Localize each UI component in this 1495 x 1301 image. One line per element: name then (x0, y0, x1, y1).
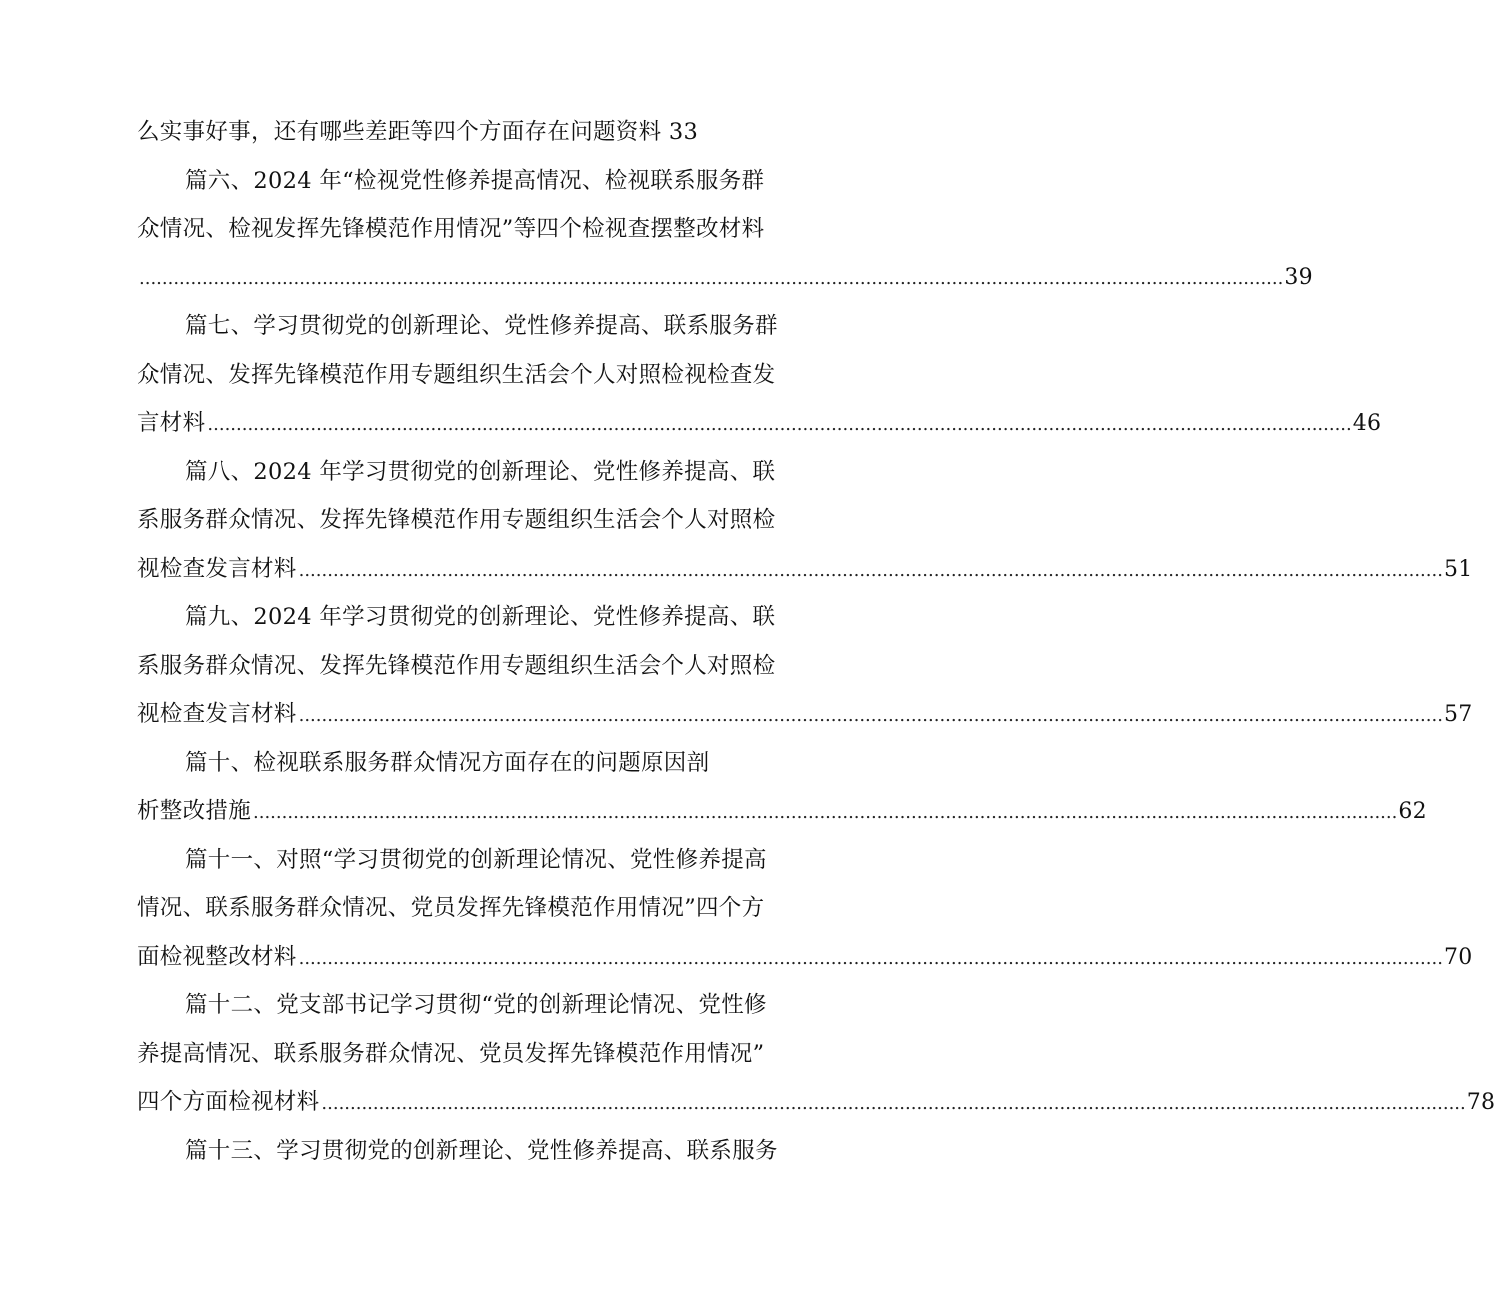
dot-leader: ........................................................................................................................................................................................................ (298, 947, 1443, 969)
toc-entry-10-line-1: 篇十、检视联系服务群众情况方面存在的问题原因剖 (185, 749, 710, 776)
toc-entry-10-tail: 析整改措施 (137, 798, 252, 824)
toc-continuation-line: 么实事好事，还有哪些差距等四个方面存在问题资料 33 (137, 119, 699, 145)
toc-entry-7-line-1: 篇七、学习贯彻党的创新理论、党性修养提高、联系服务群 (185, 313, 778, 339)
toc-entry-11-tail: 面检视整改材料 (137, 943, 297, 970)
toc-entry-8-line-1: 篇八、2024 年学习贯彻党的创新理论、党性修养提高、联 (185, 458, 776, 485)
toc-entry-12-line-1: 篇十二、党支部书记学习贯彻“党的创新理论情况、党性修 (185, 992, 767, 1018)
toc-entry-11-page: 70 (1443, 944, 1473, 970)
toc-entry-6-leader (137, 254, 1313, 303)
toc-entry-10-leader (137, 787, 1427, 836)
toc-entry-6-page: 39 (1284, 264, 1313, 290)
dot-leader: ........................................................................................................................................................................................................ (207, 414, 1352, 435)
dot-leader: ........................................................................................................................................................................................................ (298, 559, 1443, 581)
dot-leader: ........................................................................................................................................................................................................ (139, 267, 1284, 289)
toc-entry-9-leader (137, 690, 1473, 739)
toc-entry-10-page: 62 (1398, 799, 1427, 824)
toc-entry-11-line-2: 情况、联系服务群众情况、党员发挥先锋模范作用情况”四个方 (137, 895, 765, 921)
toc-entry-12-tail: 四个方面检视材料 (137, 1089, 320, 1115)
toc-entry-12-leader (137, 1078, 1495, 1127)
toc-entry-9-page: 57 (1443, 702, 1473, 727)
toc-entry-8-page: 51 (1443, 556, 1473, 582)
dot-leader: ........................................................................................................................................................................................................ (253, 802, 1398, 823)
toc-entry-12-line-2: 养提高情况、联系服务群众情况、党员发挥先锋模范作用情况” (137, 1040, 765, 1067)
toc-entry-8-line-2: 系服务群众情况、发挥先锋模范作用专题组织生活会个人对照检 (137, 507, 776, 533)
toc-entry-8-leader (137, 545, 1473, 594)
toc-entry-13-line-1: 篇十三、学习贯彻党的创新理论、党性修养提高、联系服务 (185, 1137, 778, 1164)
toc-entry-11-leader (137, 933, 1473, 982)
toc-entry-7-line-2: 众情况、发挥先锋模范作用专题组织生活会个人对照检视检查发 (137, 361, 776, 388)
toc-entry-6-line-1: 篇六、2024 年“检视党性修养提高情况、检视联系服务群 (185, 167, 765, 194)
toc-entry-7-tail: 言材料 (137, 410, 206, 436)
toc-entry-9-tail: 视检查发言材料 (137, 701, 297, 727)
toc-entry-9-line-1: 篇九、2024 年学习贯彻党的创新理论、党性修养提高、联 (185, 604, 776, 630)
toc-entry-7-page: 46 (1352, 411, 1382, 436)
toc-entry-11-line-1: 篇十一、对照“学习贯彻党的创新理论情况、党性修养提高 (185, 846, 767, 873)
toc-entry-6-line-2: 众情况、检视发挥先锋模范作用情况”等四个检视查摆整改材料 (137, 216, 765, 242)
toc-entry-9-line-2: 系服务群众情况、发挥先锋模范作用专题组织生活会个人对照检 (137, 652, 776, 679)
toc-entry-8-tail: 视检查发言材料 (137, 555, 297, 582)
dot-leader: ........................................................................................................................................................................................................ (321, 1093, 1466, 1114)
toc-entry-7-leader (137, 399, 1382, 448)
dot-leader: ........................................................................................................................................................................................................ (298, 705, 1443, 726)
toc-entry-12-page: 78 (1466, 1090, 1495, 1115)
table-of-contents (137, 108, 1495, 1175)
